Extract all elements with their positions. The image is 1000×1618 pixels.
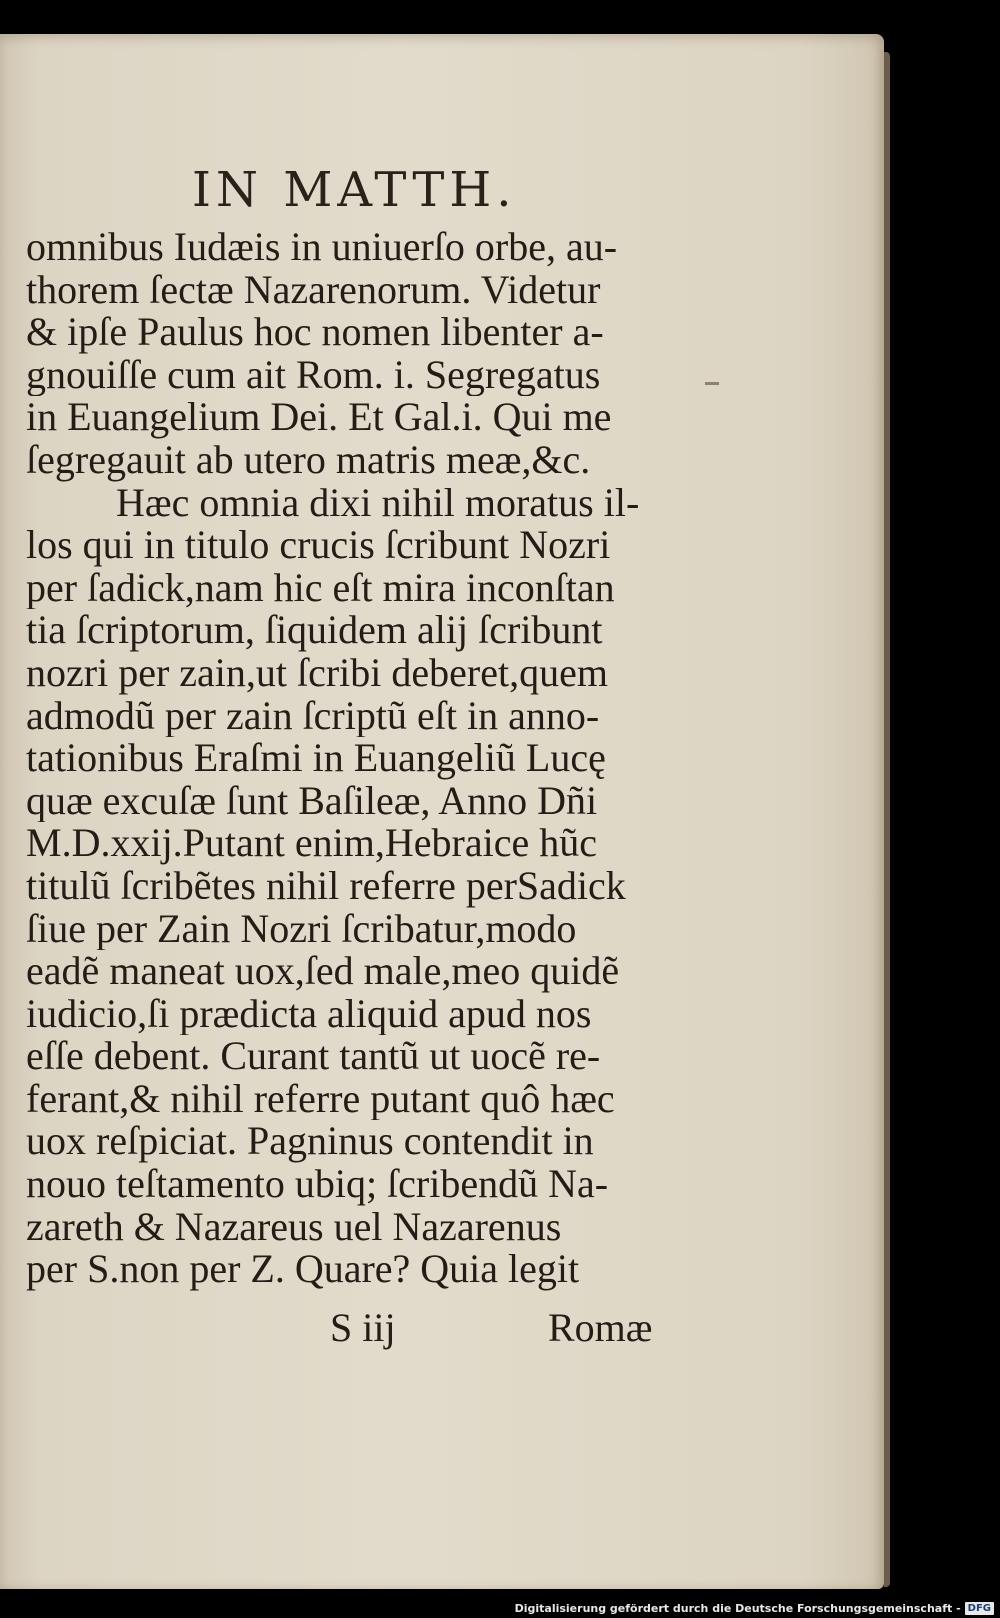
- page-edge: [884, 52, 890, 1587]
- text-line: gnouiſſe cum ait Rom. i. Segregatus: [26, 353, 601, 397]
- margin-mark: [705, 382, 719, 385]
- signature-mark: S iij: [330, 1305, 396, 1350]
- text-line: los qui in titulo crucis ſcribunt Nozri: [26, 524, 611, 567]
- text-line: tationibus Eraſmi in Euangeliũ Lucę: [26, 737, 606, 780]
- text-line: quæ excuſæ ſunt Baſileæ, Anno Dñi: [26, 779, 598, 823]
- credit-text: Digitalisierung gefördert durch die Deutsche Forschungsgemeinschaft -: [514, 1602, 961, 1615]
- dfg-logo-icon: DFG: [965, 1602, 994, 1615]
- text-line: nozri per zain,ut ſcribi deberet,quem: [26, 651, 608, 695]
- text-line: M.D.xxij.Putant enim,Hebraice hũc: [26, 822, 597, 865]
- text-line: uox reſpiciat. Pagninus contendit in: [26, 1120, 594, 1164]
- text-line: eſſe debent. Curant tantũ ut uocẽ re-: [26, 1035, 601, 1078]
- text-line: nouo teſtamento ubiq; ſcribendũ Na-: [26, 1163, 609, 1206]
- digitization-credit: [515, 1602, 994, 1615]
- text-line: Hæc omnia dixi nihil moratus il-: [116, 481, 640, 525]
- catchword: Romæ: [548, 1305, 653, 1350]
- text-line: ferant,& nihil referre putant quô hæc: [26, 1077, 615, 1121]
- text-line: & ipſe Paulus hoc nomen libenter a-: [26, 311, 604, 354]
- text-line: eadẽ maneat uox,ſed male,meo quidẽ: [26, 950, 620, 993]
- text-line: zareth & Nazareus uel Nazarenus: [26, 1205, 562, 1249]
- text-line: ſegregauit ab utero matris meæ,&c.: [26, 438, 591, 482]
- text-line: thorem ſectæ Nazarenorum. Videtur: [26, 268, 601, 312]
- text-line: titulũ ſcribẽtes nihil referre perSadick: [26, 864, 626, 908]
- running-head: IN MATTH.: [192, 162, 517, 218]
- text-line: per S.non per Z. Quare? Quia legit: [26, 1248, 580, 1291]
- text-line: omnibus Iudæis in uniuerſo orbe, au-: [26, 226, 618, 269]
- text-line: tia ſcriptorum, ſiquidem alij ſcribunt: [26, 609, 603, 652]
- text-line: iudicio,ſi prædicta aliquid apud nos: [26, 992, 592, 1036]
- text-line: in Euangelium Dei. Et Gal.i. Qui me: [26, 396, 612, 439]
- text-line: admodũ per zain ſcriptũ eſt in anno-: [26, 694, 600, 738]
- text-line: ſiue per Zain Nozri ſcribatur,modo: [26, 907, 577, 951]
- text-line: per ſadick,nam hic eſt mira inconſtan: [26, 566, 615, 610]
- body-text: [26, 226, 686, 1291]
- book-page: [0, 34, 884, 1589]
